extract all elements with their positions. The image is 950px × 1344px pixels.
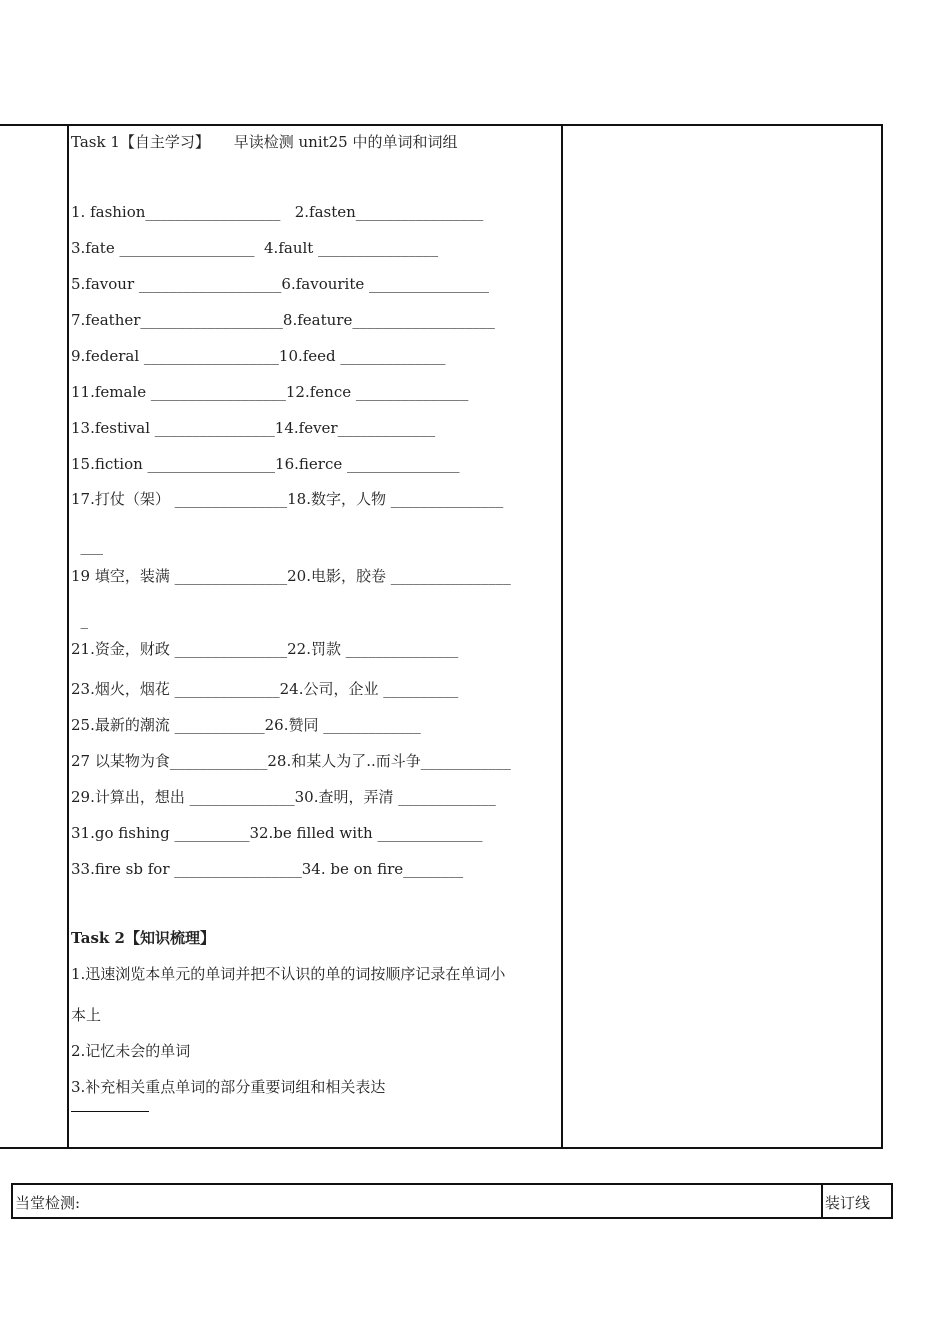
vocab-line: 7.feather___________________8.feature___________________ bbox=[71, 311, 495, 329]
left-margin-column bbox=[0, 126, 69, 1147]
task2-title: Task 2【知识梳理】 bbox=[71, 929, 215, 947]
vocab-line: 31.go fishing __________32.be filled with ______________ bbox=[71, 824, 483, 842]
vocab-line: 21.资金，财政 _______________22.罚款 _______________ bbox=[71, 640, 459, 658]
in-class-check-label: 当堂检测: bbox=[15, 1194, 81, 1212]
task2-line: 本上 bbox=[71, 1006, 102, 1024]
task2-line: 2.记忆未会的单词 bbox=[71, 1042, 191, 1060]
vocab-line: ___ bbox=[71, 537, 104, 555]
vocab-line: 29.计算出，想出 ______________30.查明，弄清 _____________ bbox=[71, 788, 496, 806]
main-table bbox=[0, 124, 883, 1149]
vocab-line: 27 以某物为食_____________28.和某人为了..而斗争____________ bbox=[71, 752, 511, 770]
vocab-line: 3.fate __________________ 4.fault ________________ bbox=[71, 239, 439, 257]
vocab-line: 33.fire sb for _________________34. be on fire________ bbox=[71, 860, 464, 878]
notes-column bbox=[563, 126, 881, 1147]
task2-line: 3.补充相关重点单词的部分重要词组和相关表达 bbox=[71, 1078, 386, 1096]
bottom-table bbox=[11, 1183, 893, 1219]
vocab-line: 17.打仗（架） _______________18.数字，人物 _______________ bbox=[71, 490, 504, 508]
vocab-line: 19 填空，装满 _______________20.电影，胶卷 ________________ bbox=[71, 567, 511, 585]
vocab-line: 5.favour ___________________6.favourite ________________ bbox=[71, 275, 490, 293]
vocab-line: 25.最新的潮流 ____________26.赞同 _____________ bbox=[71, 716, 421, 734]
answer-blank bbox=[71, 1111, 149, 1112]
vocab-line: 1. fashion__________________ 2.fasten_________________ bbox=[71, 203, 484, 221]
vocab-line: 23.烟火，烟花 ______________24.公司，企业 __________ bbox=[71, 680, 459, 698]
task2-line: 1.迅速浏览本单元的单词并把不认识的单的词按顺序记录在单词小 bbox=[71, 965, 506, 983]
vocab-line: 15.fiction _________________16.fierce _______________ bbox=[71, 455, 460, 473]
vocab-line: 11.female __________________12.fence _______________ bbox=[71, 383, 469, 401]
content-column bbox=[69, 126, 563, 1147]
binding-line-label: 装订线 bbox=[825, 1194, 871, 1212]
vocab-line: 13.festival ________________14.fever_____________ bbox=[71, 419, 436, 437]
in-class-check-cell bbox=[13, 1185, 823, 1217]
task1-title: Task 1【自主学习】 早读检测 unit25 中的单词和词组 bbox=[71, 133, 458, 151]
vocab-line: _ bbox=[71, 611, 89, 629]
vocab-line: 9.federal __________________10.feed ______________ bbox=[71, 347, 446, 365]
